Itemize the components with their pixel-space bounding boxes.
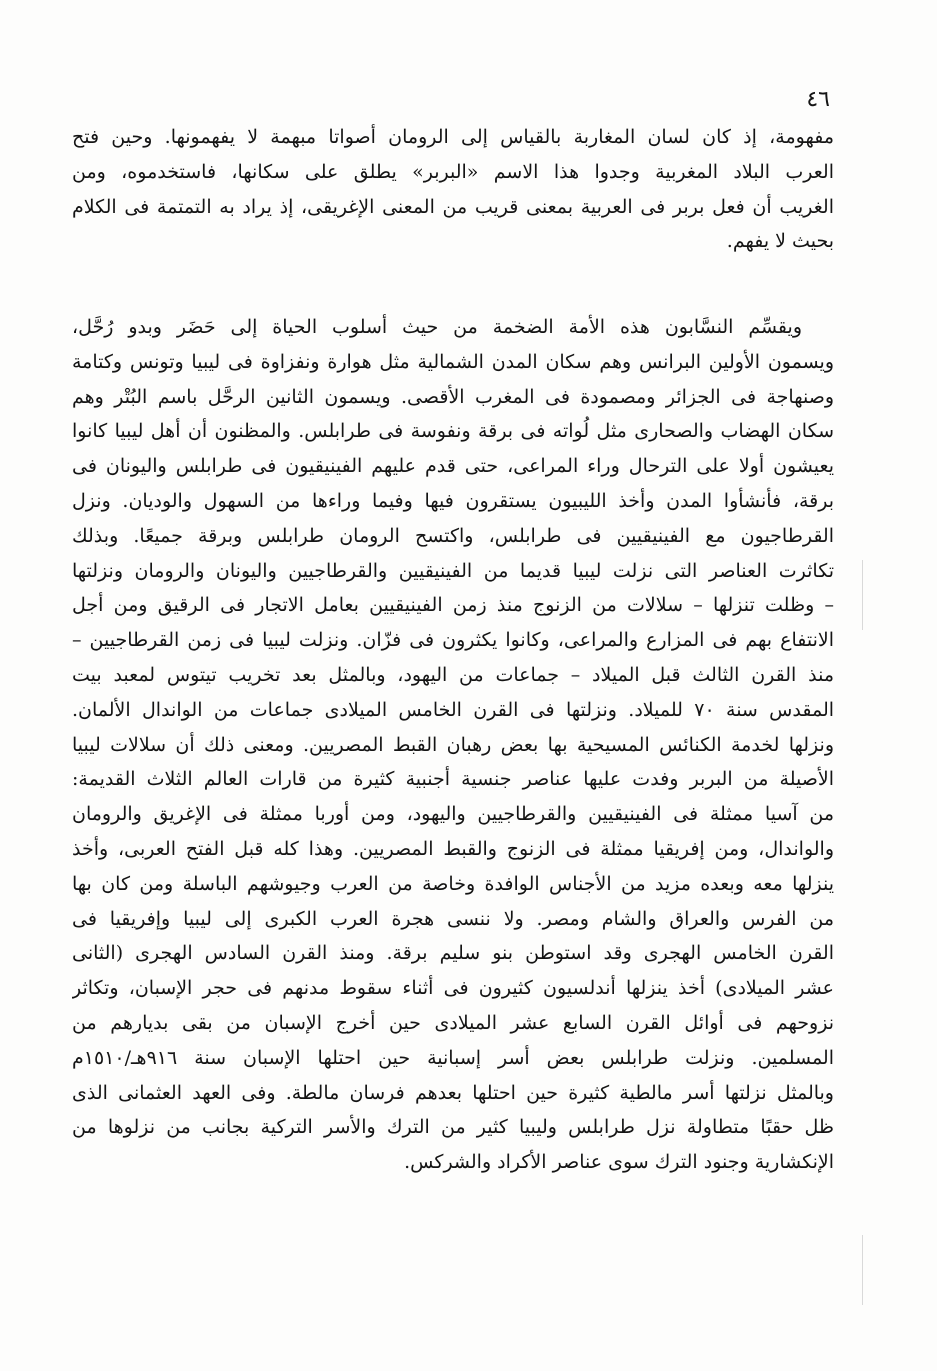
margin-mark	[862, 1235, 863, 1305]
text-line: المقدس سنة ٧٠ للميلاد. ونزلتها فى القرن الخامس الميلادى جماعات من الواندال الألمان.	[72, 698, 834, 721]
text-line: من الفرس والعراق والشام ومصر. ولا ننسى هجرة العرب الكبرى إلى ليبيا وإفريقيا فى	[72, 907, 834, 930]
text-line: منذ القرن الثالث قبل الميلاد – جماعات من اليهود، وبالمثل بعد تخريب تيتوس لمعبد بيت	[72, 663, 834, 686]
text-line: القرن الخامس الهجرى وقد استوطن بنو سليم برقة. ومنذ القرن السادس الهجرى (الثانى	[72, 942, 834, 965]
text-line: بحيث لا يفهم.	[726, 230, 834, 253]
paragraph-1	[72, 120, 834, 259]
text-line: ونزلها لخدمة الكنائس المسيحية بها بعض رهبان القبط المصريين. ومعنى ذلك أن سلالات ليبيا	[72, 733, 834, 756]
text-line: وبالمثل نزلتها أسر مالطية كثيرة حين احتلها بعدهم فرسان مالطة. وفى العهد العثمانى الذى	[72, 1081, 834, 1104]
text-line: الأصيلة من البربر وفدت عليها عناصر جنسية أجنبية كثيرة من قارات العالم الثلاث القديمة:	[72, 768, 834, 791]
text-line: ويسمون الأولين البرانس وهم سكان المدن الشمالية مثل هوارة ونفزاوة فى ليبيا وتونس وكتامة	[72, 350, 834, 373]
text-line: والواندال، ومن إفريقيا ممثلة فى الزنوج والقبط المصريين. وهذا كله قبل الفتح العربى، وأخذ	[72, 837, 834, 860]
page-number: ٤٦	[806, 87, 830, 112]
text-line: نزوحهم فى أوائل القرن السابع عشر الميلادى حين أخرج الإسبان من بقى بديارهم من	[72, 1011, 834, 1034]
text-line: – وظلت تنزلها – سلالات من الزنوج منذ زمن الفينيقيين بعامل الاتجار فى الرقيق ومن أجل	[72, 594, 834, 617]
text-line: سكان الهضاب والصحارى مثل لُواته فى برقة ونفوسة فى طرابلس. والمظنون أن أهل ليبيا كانوا	[72, 420, 834, 443]
text-line: العرب البلاد المغربية وجدوا هذا الاسم «البربر» يطلق على سكانها، فاستخدموه، ومن	[72, 160, 834, 183]
text-line: عشر الميلادى) أخذ ينزلها أندلسيون كثيرون فى أثناء سقوط مدنهم فى حجر الإسبان، وتكاثر	[72, 977, 834, 1000]
text-line: يعيشون أولا على الترحال وراء المراعى، حتى قدم عليهم الفينيقيون فى طرابلس واليونان فى	[72, 455, 834, 478]
text-line: القرطاجيون مع الفينيقيين فى طرابلس، واكتسح الرومان طرابلس وبرقة جميعًا. وبذلك	[72, 524, 834, 547]
text-line: ينزلها معه وبعده مزيد من الأجناس الوافدة وخاصة من العرب وجيوشهم الباسلة ومن كان بها	[72, 872, 834, 895]
text-line: الإنكشارية وجنود الترك سوى عناصر الأكراد والشركس.	[404, 1151, 834, 1174]
text-line: من آسيا ممثلة فى الفينيقيين والقرطاجيين واليهود، ومن أوربا ممثلة فى الإغريق والرومان	[72, 803, 834, 826]
paragraph-2	[72, 310, 834, 1180]
text-line: ظل حقبًا متطاولة نزل طرابلس وليبيا كثير من الترك والأسر التركية بجانب من نزلوها من	[72, 1116, 834, 1139]
text-line: ويقسِّم النسَّابون هذه الأمة الضخمة من حيث أسلوب الحياة إلى حَضَر وبدو رُحَّل،	[72, 316, 802, 338]
text-line: برقة، فأنشأوا المدن وأخذ الليبيون يستقرون فيها وفيما وراءها من السهول والوديان. ونزل	[72, 489, 834, 512]
text-line: الانتفاع بهم فى المزارع والمراعى، وكانوا يكثرون فى فزّان. ونزلت ليبيا فى زمن القرطاجيين –	[72, 629, 834, 652]
text-line: المسلمين. ونزلت طرابلس بعض أسر إسبانية حين احتلها الإسبان سنة ٩١٦هـ/١٥١٠م	[72, 1046, 834, 1069]
text-line: مفهومة، إذ كان لسان المغاربة بالقياس إلى الرومان أصواتا مبهمة لا يفهمونها. وحين فتح	[72, 126, 834, 148]
margin-mark	[862, 560, 863, 630]
text-line: الغريب أن فعل بربر فى العربية بمعنى قريب من المعنى الإغريقى، إذ يراد به التمتمة فى الكلام	[72, 195, 834, 218]
text-line: وصنهاجة فى الجزائر ومصمودة فى المغرب الأقصى. ويسمون الثانين الرحَّل باسم البُتْر وهم	[72, 385, 834, 408]
text-line: تكاثرت العناصر التى نزلت ليبيا قديما من الفينيقيين والقرطاجيين واليونان والرومان ونزلتها	[72, 559, 834, 582]
